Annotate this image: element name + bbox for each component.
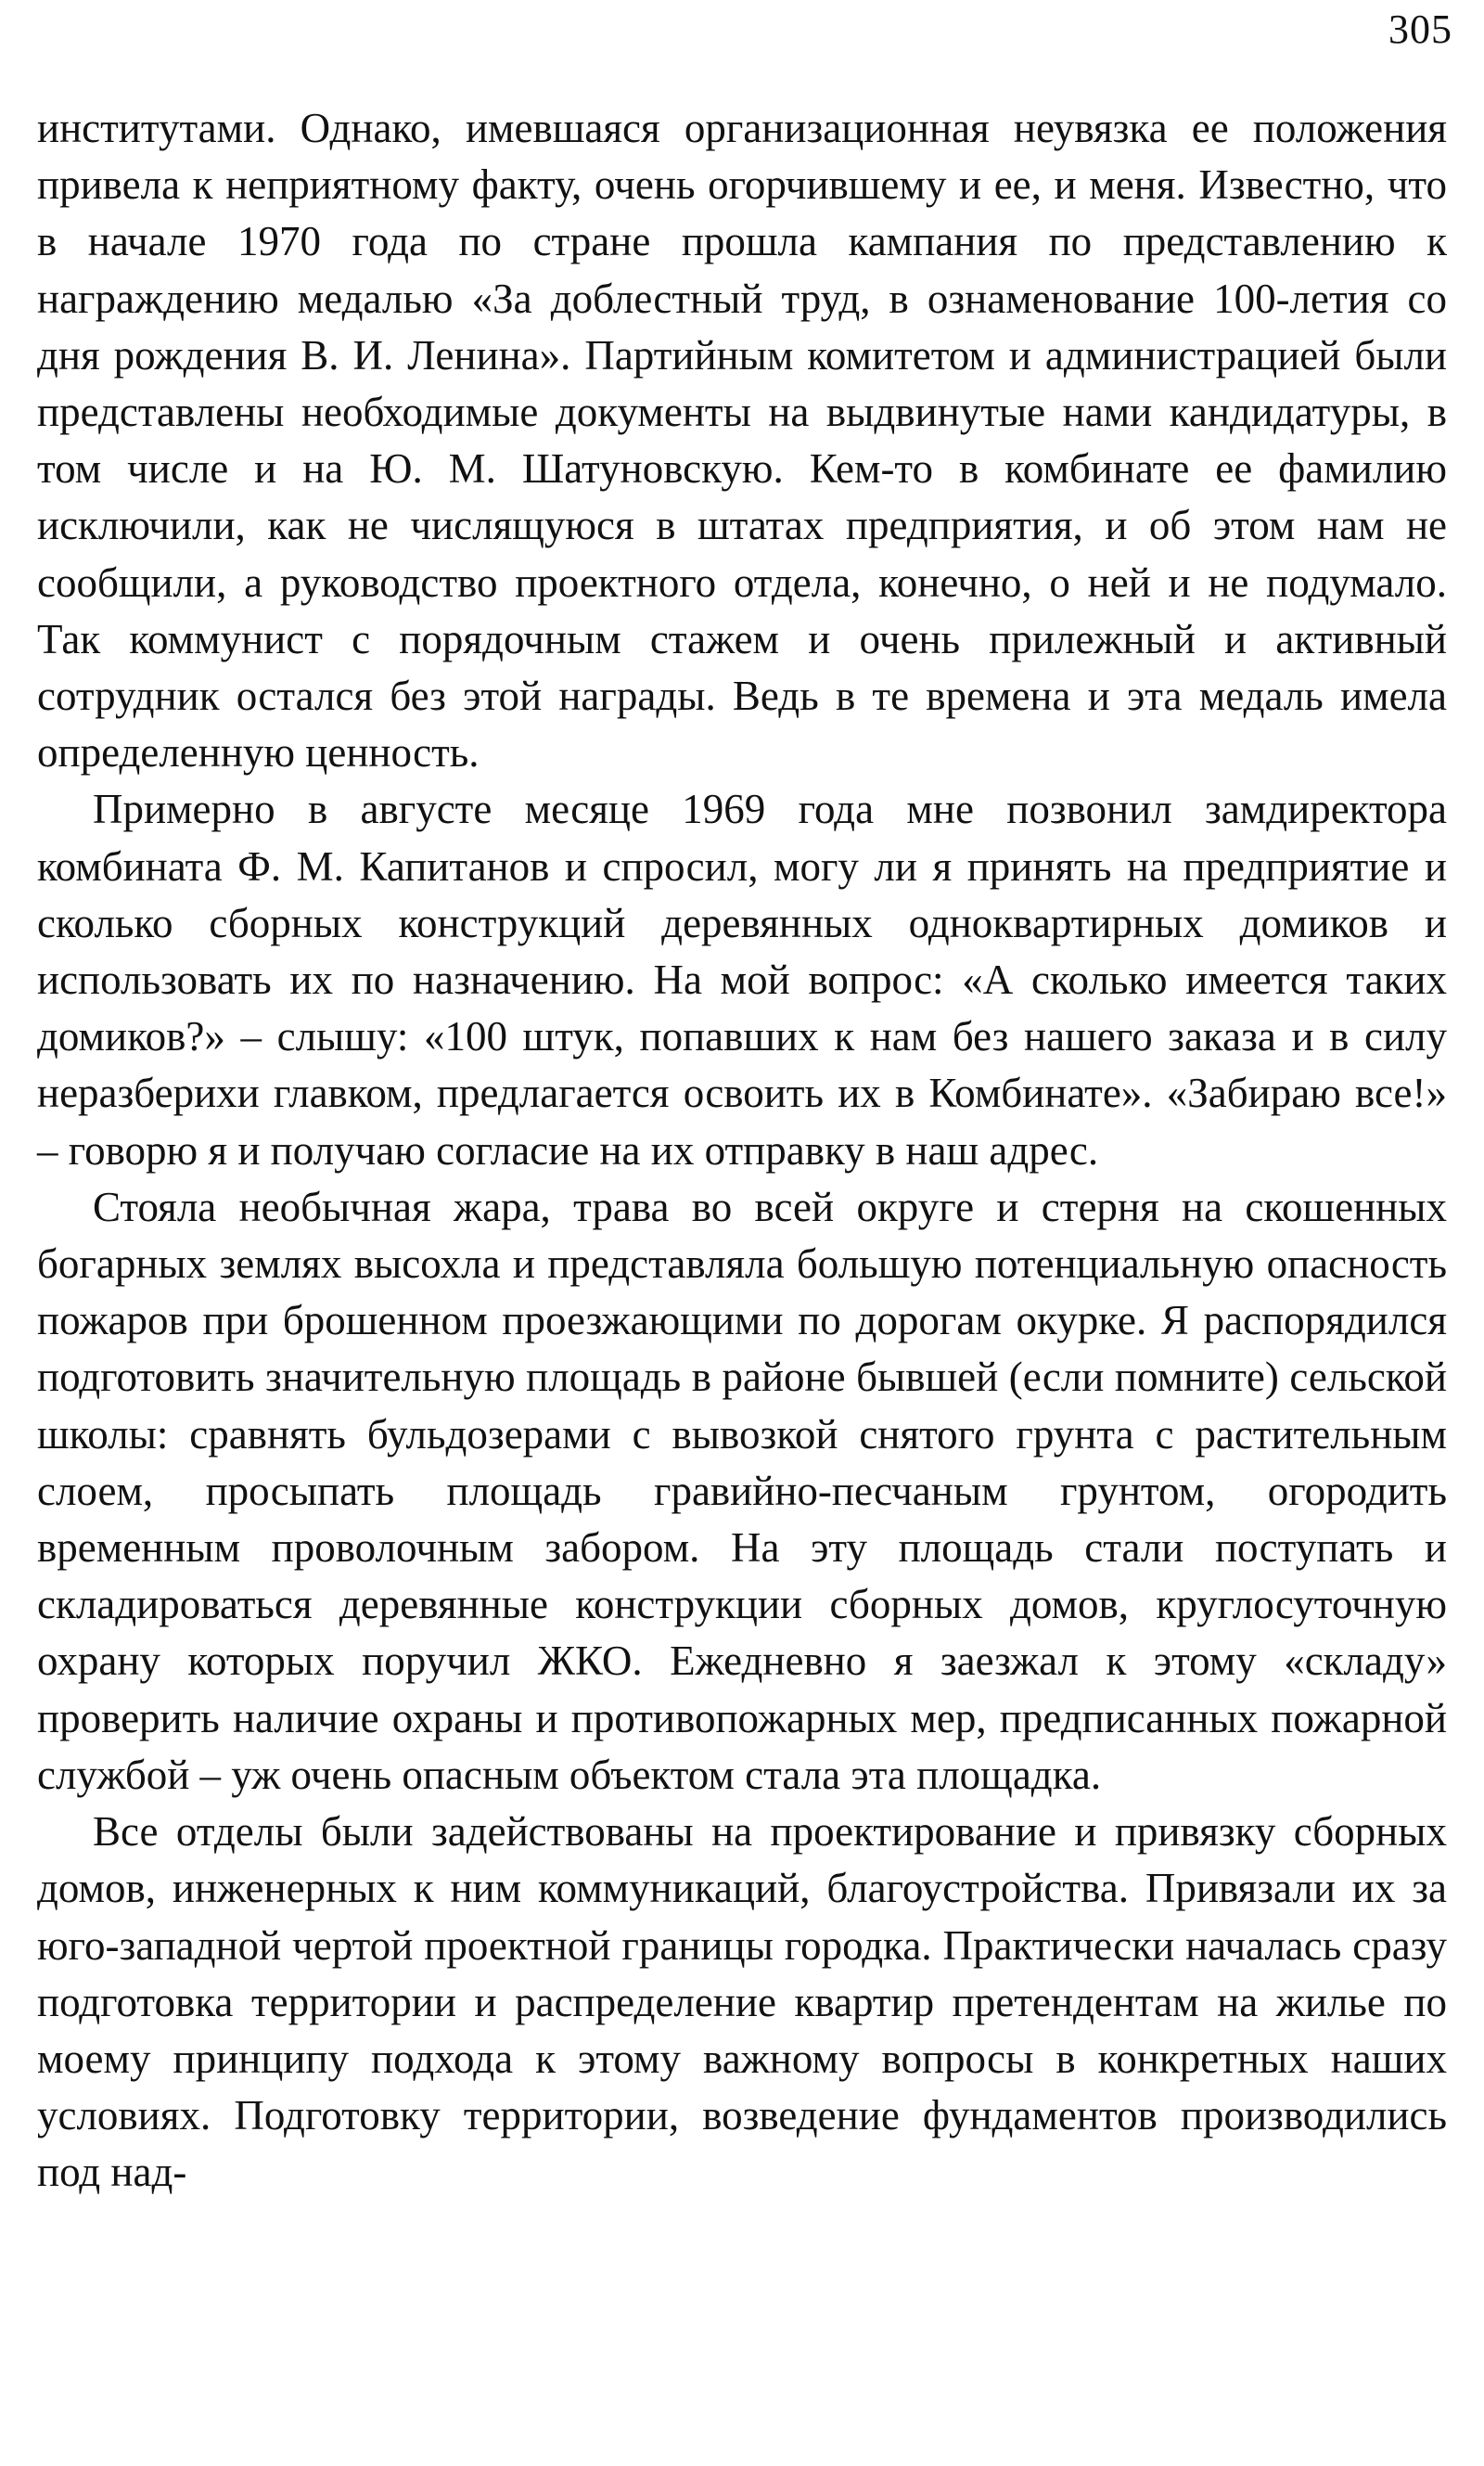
paragraph-2: Примерно в августе месяце 1969 года мне позвонил замдиректора комбината Ф. М. Капитанов и спросил, могу ли я принять на предприятие и сколько сборных конструкций деревянных одноквартирных домиков и использовать их по назначению. На мой вопрос: «А сколько имеется таких домиков?» – слышу: «100 штук, попавших к нам без нашего заказа и в силу неразберихи главком, предлагается освоить их в Комбинате». «Забираю все!» – говорю я и получаю согласие на их отправку в наш адрес. — [37, 786, 1447, 1174]
page-number: 305 — [1388, 6, 1452, 52]
body-text — [37, 100, 1447, 2202]
paragraph-1: институтами. Однако, имевшаяся организационная неувязка ее положения привела к неприятному факту, очень огорчившему и ее, и меня. Известно, что в начале 1970 года по стране прошла кампания по представлению к награждению медалью «За доблестный труд, в ознаменование 100-летия со дня рождения В. И. Ленина». Партийным комитетом и администрацией были представлены необходимые документы на выдвинутые нами кандидатуры, в том числе и на Ю. М. Шатуновскую. Кем-то в комбинате ее фамилию исключили, как не числящуюся в штатах предприятия, и об этом нам не сообщили, а руководство проектного отдела, конечно, о ней и не подумало. Так коммунист с порядочным стажем и очень прилежный и активный сотрудник остался без этой награды. Ведь в те времена и эта медаль имела определенную ценность. — [37, 105, 1447, 777]
paragraph-3: Стояла необычная жара, трава во всей округе и стерня на скошенных богарных землях высохла и представляла большую потенциальную опасность пожаров при брошенном проезжающими по дорогам окурке. Я распорядился подготовить значительную площадь в районе бывшей (если помните) сельской школы: сравнять бульдозерами с вывозкой снятого грунта с растительным слоем, просыпать площадь гравийно-песчаным грунтом, огородить временным проволочным забором. На эту площадь стали поступать и складироваться деревянные конструкции сборных домов, круглосуточную охрану которых поручил ЖКО. Ежедневно я заезжал к этому «складу» проверить наличие охраны и противопожарных мер, предписанных пожарной службой – уж очень опасным объектом стала эта площадка. — [37, 1183, 1447, 1798]
paragraph-4: Все отделы были задействованы на проектирование и привязку сборных домов, инженерных к ним коммуникаций, благоустройства. Привязали их за юго-западной чертой проектной границы городка. Практически началась сразу подготовка территории и распределение квартир претендентам на жилье по моему принципу подхода к этому важному вопросы в конкретных наших условиях. Подготовку территории, возведение фундаментов производились под над- — [37, 1808, 1447, 2196]
